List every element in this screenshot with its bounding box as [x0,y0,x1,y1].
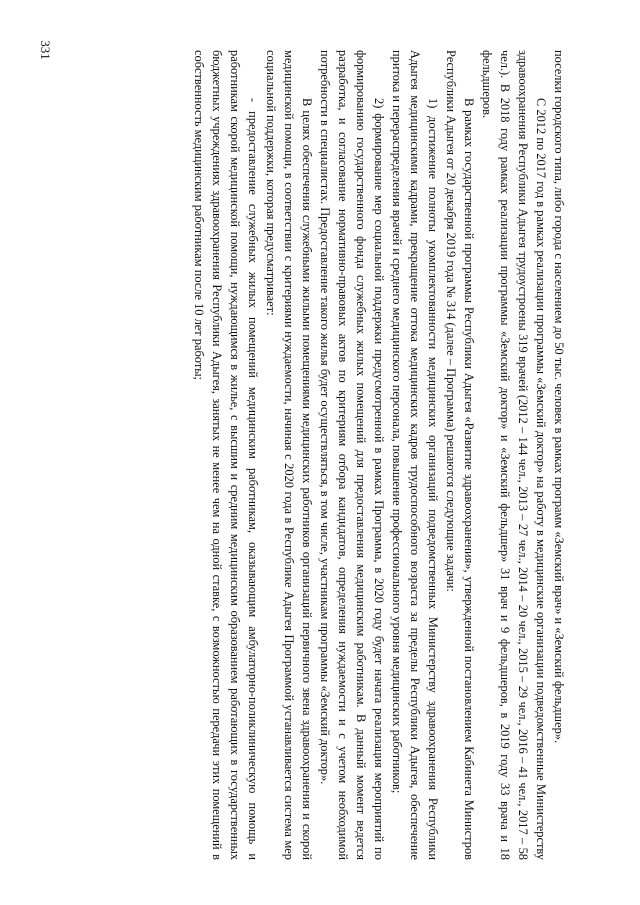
document-body [28,50,568,860]
page-number: 331 [38,40,53,60]
paragraph-4: 1) достижение полноты укомплектованности медицинских организаций подведомственных Министерству здравоохранения Республики Адыгея медицинскими кадрами, прекращение оттока медицинских кадров трудоспособного возраста за пределы Республики Адыгея, обеспечение притока и перераспределения врачей и среднего медицинского персонала, повышение профессионального уровня медицинских работников; [390,50,440,860]
paragraph-3: В рамках государственной программы Республики Адыгея «Развитие здравоохранения», утвержденной постановлением Кабинета Министров Республики Адыгея от 20 декабря 2019 года № 314 (далее – Программа) решаются следующие задачи: [444,50,476,860]
paragraph-6: В целях обеспечения служебными жилыми помещениями медицинских работников организаций первичного звена здравоохранения и скорой медицинской помощи, в соответствии с критериями нуждаемости, начиная с 2020 года в Республике Адыгея Программой устанавливается система мер социальной поддержки, которая предусматривает: [264,50,314,860]
paragraph-2: С 2012 по 2017 год в рамках реализации программы «Земский доктор» на работу в медицинские организации подведомственные Министерству здравоохранения Республики Адыгея трудоустроены 319 врачей (2012 – 144 чел., 2013 – 27 чел., 2014 – 20 чел., 2015 – 29 чел., 2016 – 41 чел., 2017 – 58 чел.). В 2018 году рамках реализации программы «Земский доктор» и «Земский фельдшер» 31 врач и 9 фельдшеров, в 2019 году 33 врача и 18 фельдшеров. [480,50,548,860]
paragraph-7: - предоставление служебных жилых помещений медицинским работникам, оказывающим амбулаторно-поликлиническую помощь и работникам скорой медицинской помощи, нуждающимся в жилье, с высшим и средним медицинским образованием работающих в государственных бюджетных учреждениях здравоохранения Республики Адыгея, занятых не менее чем на одной ставке, с возможностью передачи этих помещений в собственность медицинским работникам после 10 лет работы; [192,50,260,860]
paragraph-5: 2) формирование мер социальной поддержки предусмотренной в рамках Программа, в 2020 году будет начата реализация мероприятий по формированию государственного фонда служебных жилых помещений для предоставления медицинским работникам. В данный момент ведется разработка, и согласование нормативно-правовых актов по критериям отбора кандидатов, определения нуждаемости и с учетом необходимой потребности в специалистах. Предоставление такого жилья будет осуществляться, в том числе, участникам программы «Земский доктор». [318,50,386,860]
paragraph-1: поселки городского типа, либо города с населением до 50 тыс. человек в рамках программ «Земский врач» и «Земский фельдшер». [552,50,566,744]
